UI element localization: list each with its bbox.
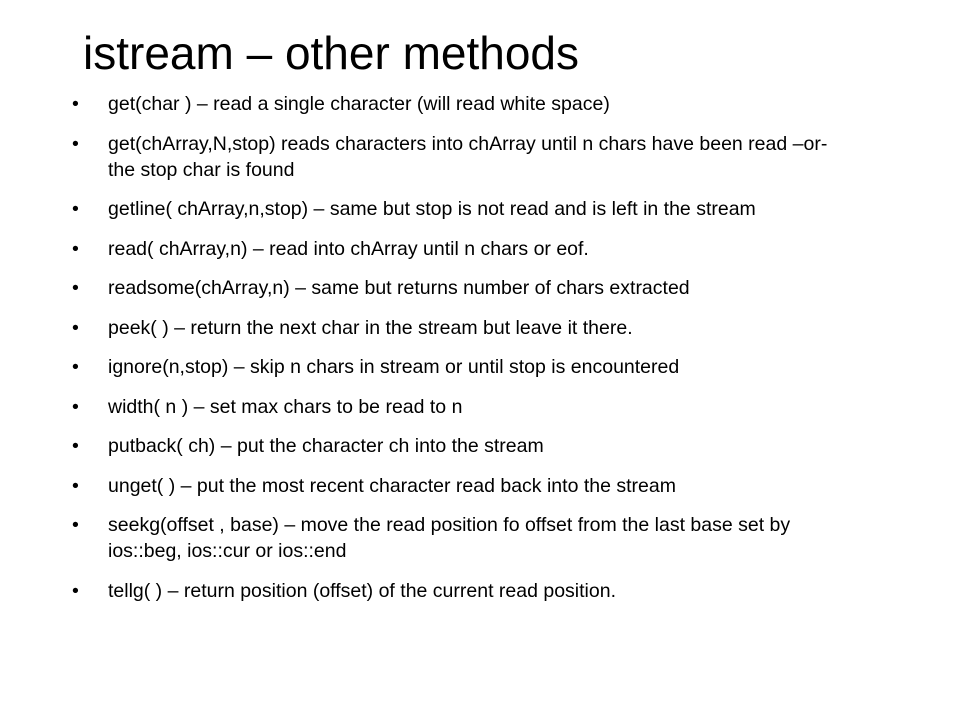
bullet-text: putback( ch) – put the character ch into the stream <box>108 435 544 457</box>
bullet-text: read( chArray,n) – read into chArray until n chars or eof. <box>108 237 589 260</box>
bullet-dot-icon: • <box>72 277 79 299</box>
bullet-item <box>72 91 852 117</box>
bullet-dot-icon: • <box>72 237 79 260</box>
bullet-item <box>72 236 852 262</box>
bullet-text: unget( ) – put the most recent character read back into the stream <box>108 474 676 497</box>
slide-title: istream – other methods <box>83 27 580 79</box>
bullet-dot-icon: • <box>72 93 79 115</box>
bullet-item <box>72 275 852 301</box>
bullet-item <box>72 578 852 604</box>
bullet-text: ignore(n,stop) – skip n chars in stream or until stop is encountered <box>108 356 680 378</box>
bullet-text: readsome(chArray,n) – same but returns number of chars extracted <box>108 277 690 299</box>
bullet-dot-icon: • <box>72 474 79 497</box>
bullet-dot-icon: • <box>72 356 79 378</box>
bullet-dot-icon: • <box>72 198 79 220</box>
bullet-dot-icon: • <box>72 132 79 155</box>
bullet-list <box>72 91 852 617</box>
bullet-text: get(char ) – read a single character (will read white space) <box>108 93 610 115</box>
bullet-text: seekg(offset , base) – move the read position fo offset from the last base set by ios::beg, ios::cur or ios::end <box>108 514 791 562</box>
bullet-dot-icon: • <box>72 316 79 339</box>
bullet-dot-icon: • <box>72 514 79 536</box>
bullet-text: tellg( ) – return position (offset) of the current read position. <box>108 579 616 602</box>
bullet-dot-icon: • <box>72 435 79 457</box>
bullet-dot-icon: • <box>72 579 79 602</box>
bullet-text: get(chArray,N,stop) reads characters into chArray until n chars have been read –or- the stop char is found <box>108 132 828 181</box>
bullet-item <box>72 354 852 380</box>
bullet-item <box>72 394 852 420</box>
bullet-item <box>72 473 852 499</box>
bullet-item <box>72 196 852 222</box>
bullet-item <box>72 512 852 564</box>
bullet-item <box>72 131 852 183</box>
bullet-text: getline( chArray,n,stop) – same but stop is not read and is left in the stream <box>108 198 756 220</box>
bullet-text: width( n ) – set max chars to be read to n <box>108 395 463 418</box>
bullet-text: peek( ) – return the next char in the stream but leave it there. <box>108 316 633 339</box>
bullet-item <box>72 315 852 341</box>
bullet-item <box>72 433 852 459</box>
bullet-dot-icon: • <box>72 395 79 418</box>
